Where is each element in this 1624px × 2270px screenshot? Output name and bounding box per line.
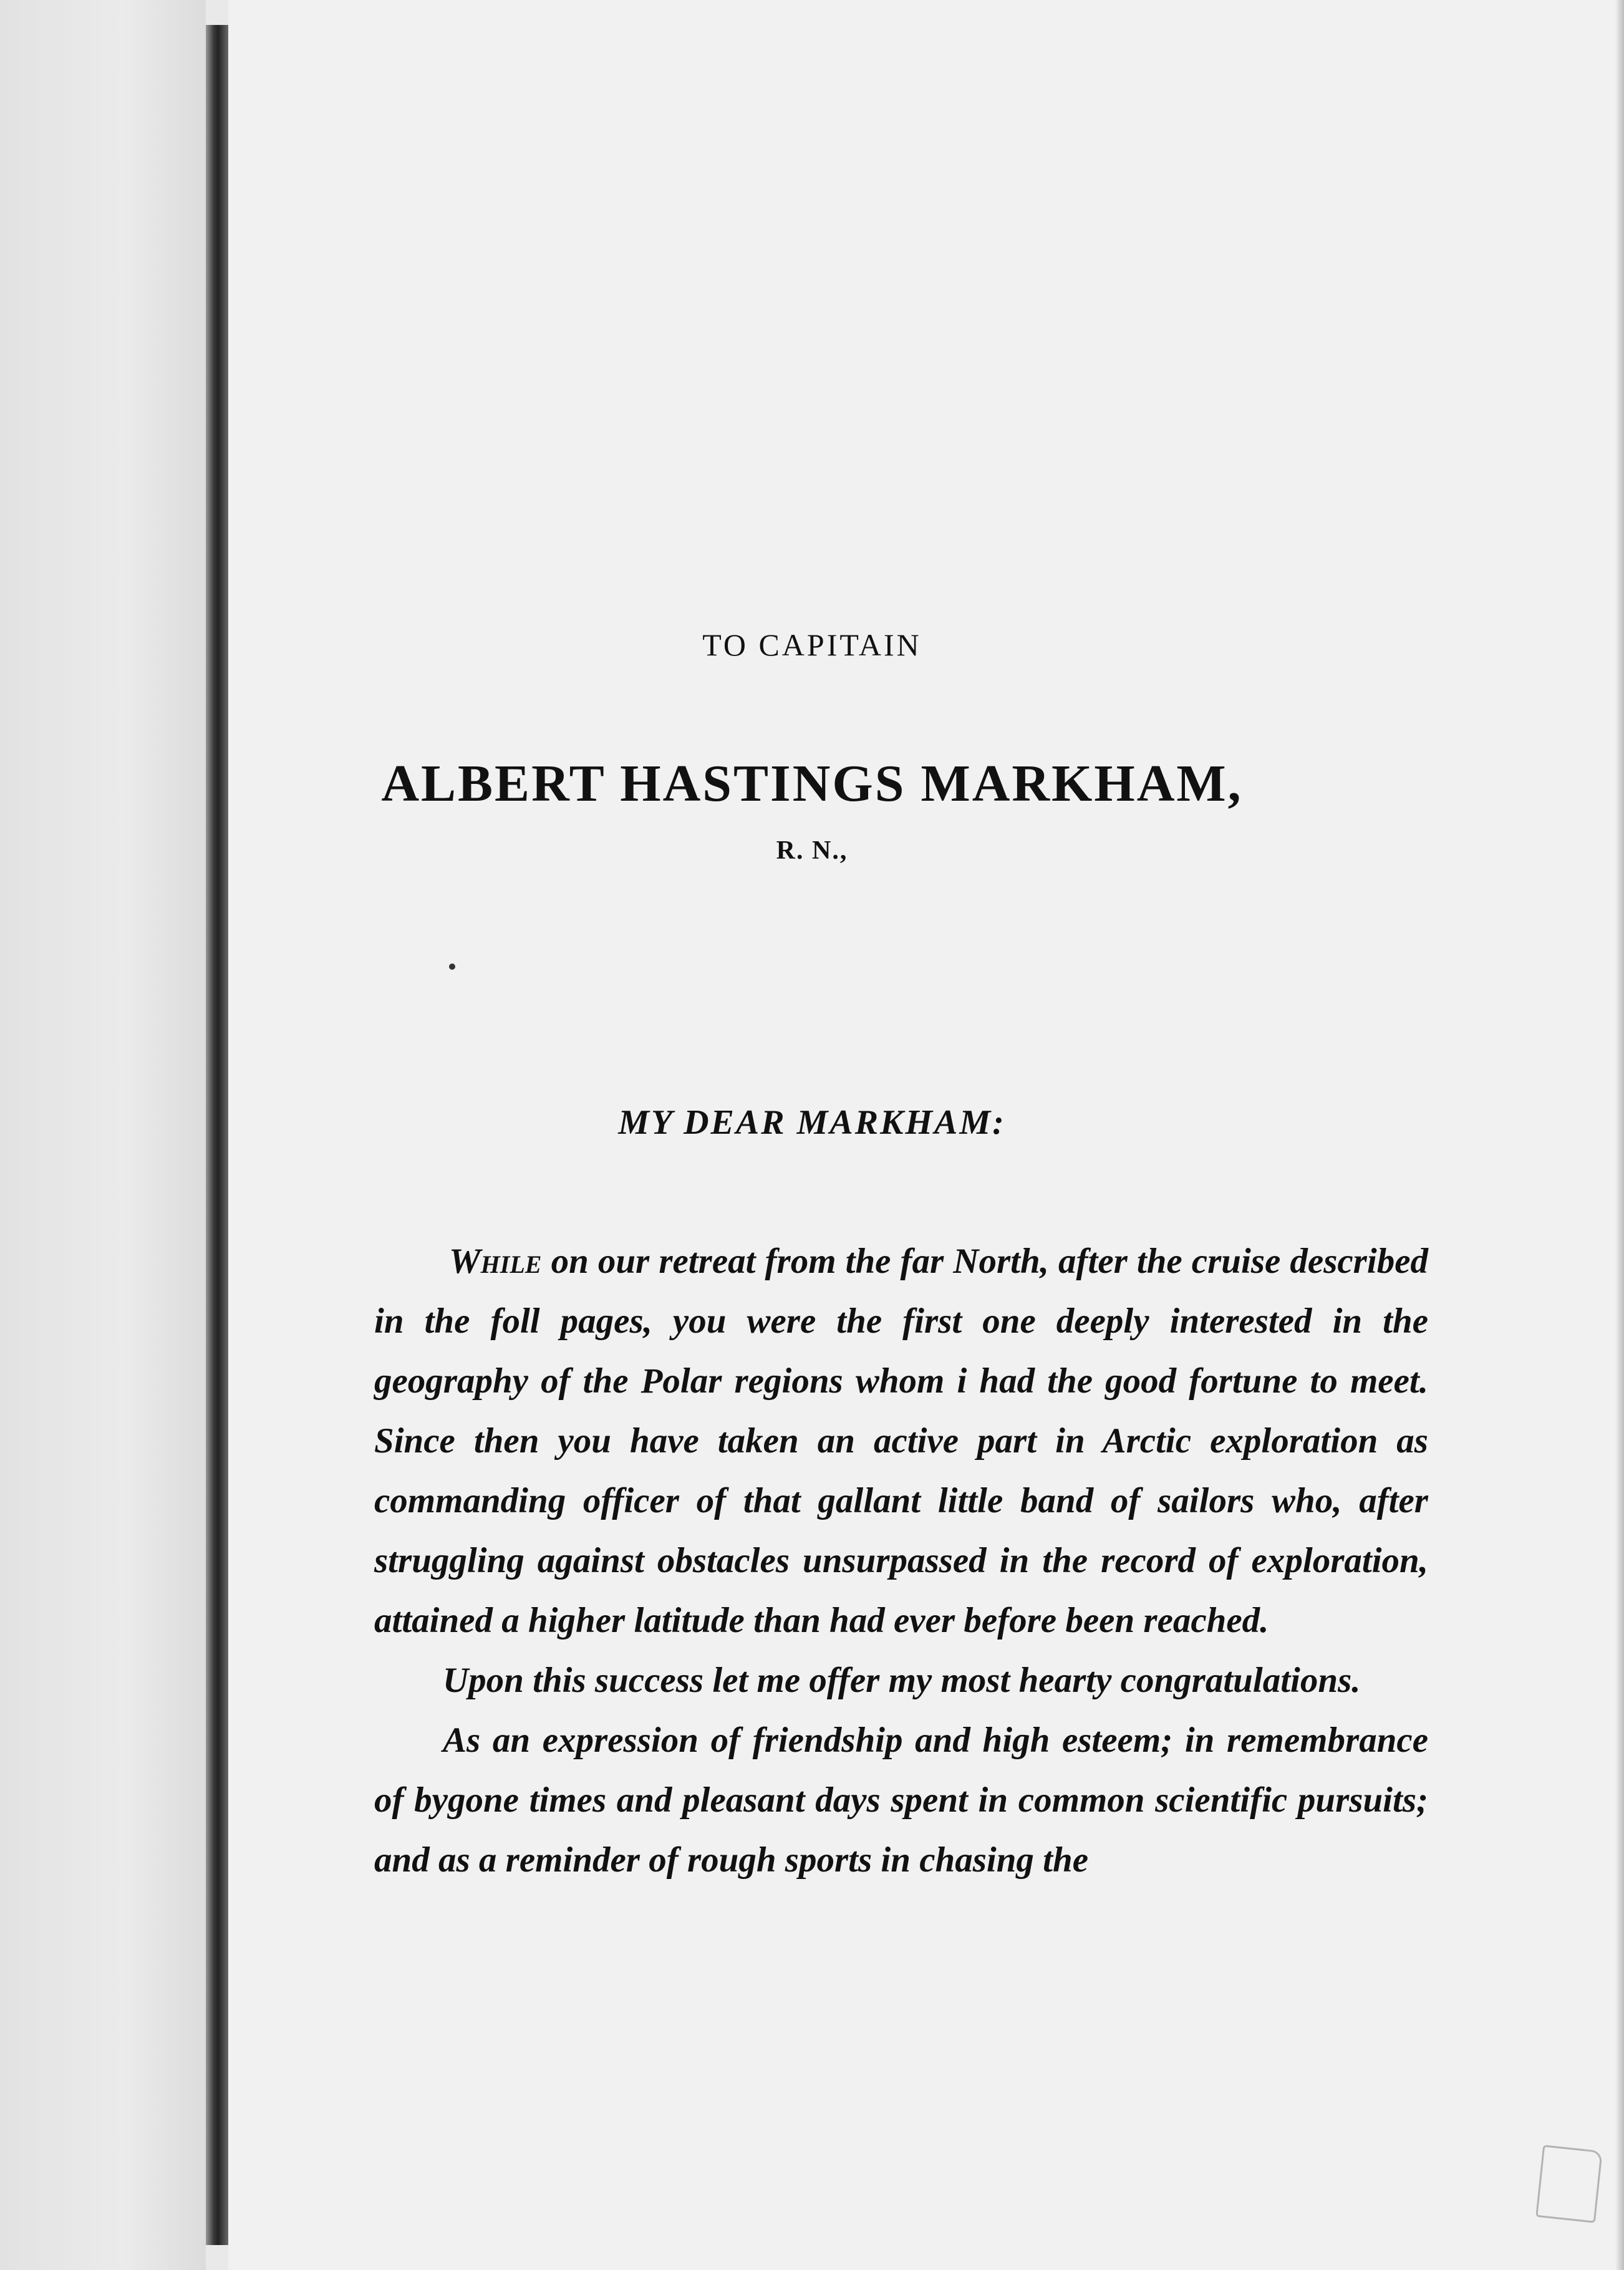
dedicatee-rank: R. N., bbox=[776, 836, 848, 865]
dedication-body bbox=[374, 1232, 1428, 1890]
dedicatee-name: ALBERT HASTINGS MARKHAM, bbox=[381, 755, 1243, 813]
salutation: MY DEAR MARKHAM: bbox=[618, 1103, 1006, 1142]
paragraph-2: Upon this success let me offer my most hearty congratulations. bbox=[443, 1661, 1361, 1700]
stray-ink-dot bbox=[449, 964, 455, 970]
paragraph-3: As an expression of friendship and high esteem; in remembrance of bygone times and pleasant days spent in common scientific pursuits; and as a reminder of rough sports in chasing the bbox=[374, 1721, 1428, 1880]
paragraph-1-lead: While bbox=[449, 1242, 542, 1281]
paragraph-1-text: on our retreat from the far North, after the cruise described in the foll pages, you were the first one deeply interested in the geography of the Polar regions whom i had the good fortune to meet. Since then you have taken an active part in Arctic exploration as commanding officer of that gallant little band of sailors who, after struggling against obstacles unsurpassed in the record of exploration, attained a higher latitude than had ever before been reached. bbox=[374, 1242, 1428, 1640]
page-corner-fold bbox=[1535, 2145, 1603, 2223]
paragraph-1 bbox=[374, 1232, 1428, 1651]
dedication-addressee-line: TO CAPITAIN bbox=[702, 627, 922, 662]
